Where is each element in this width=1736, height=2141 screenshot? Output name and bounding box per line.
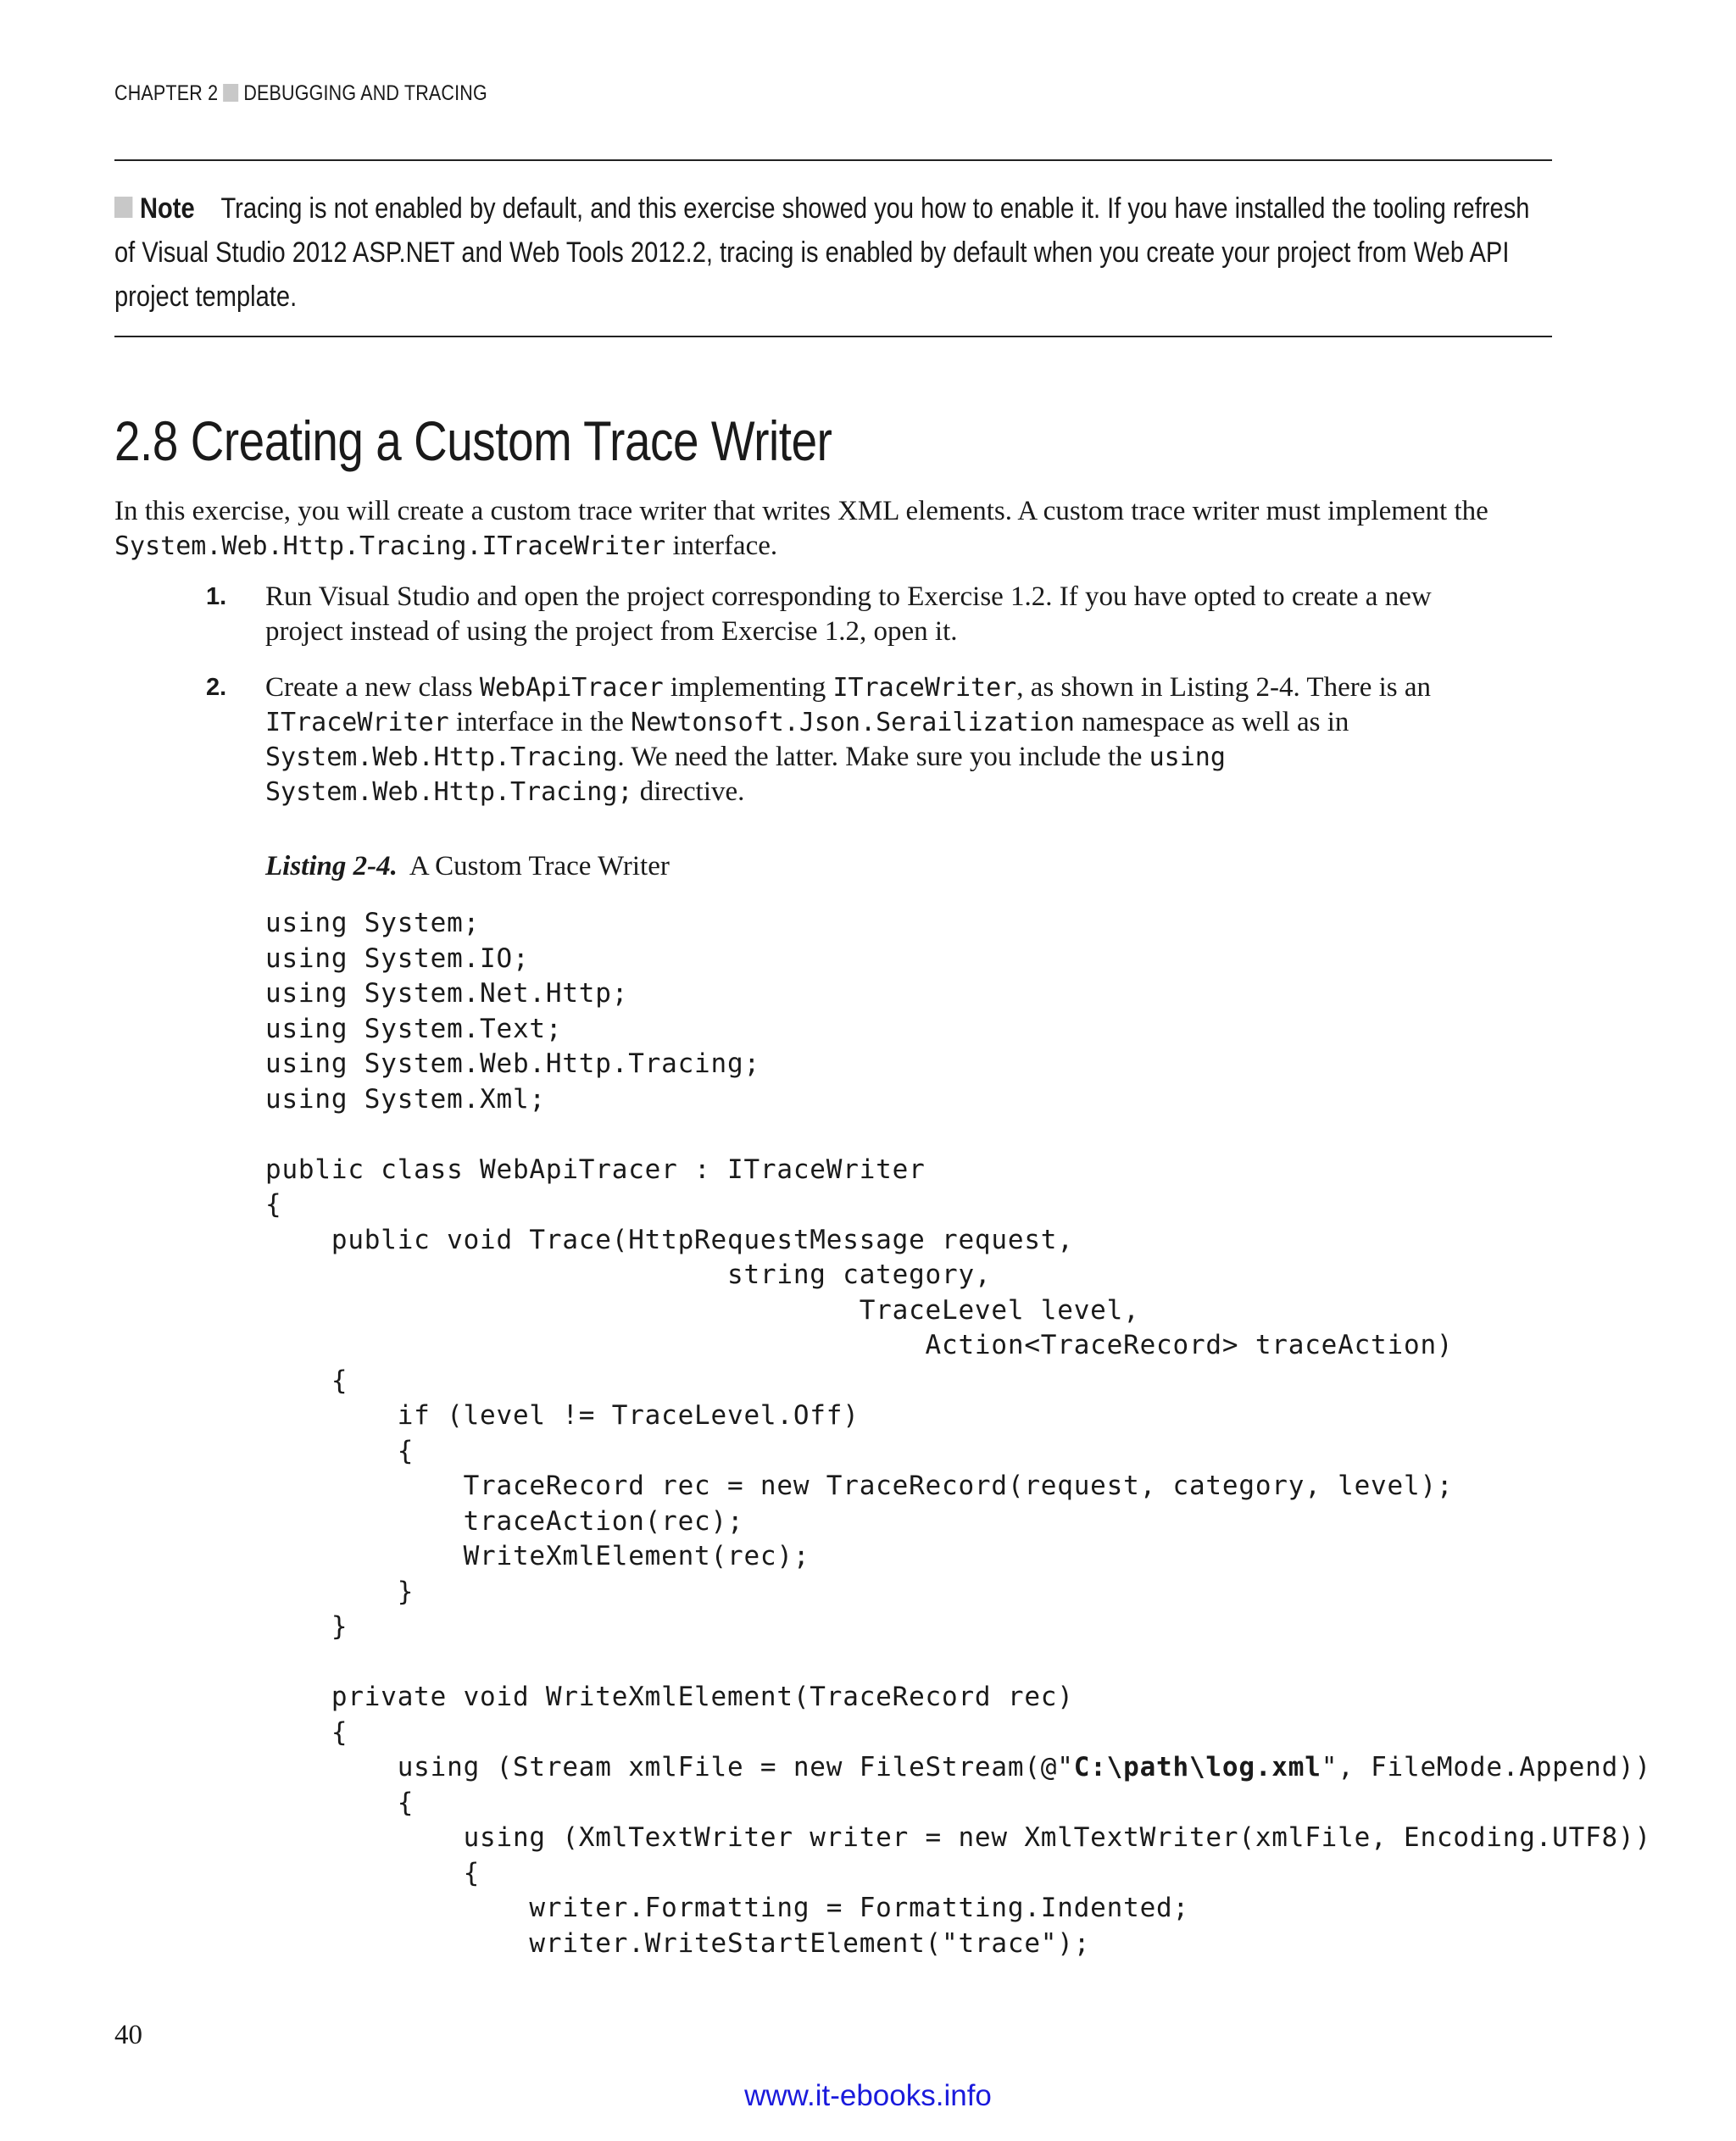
code-line: { bbox=[265, 1189, 282, 1220]
code-line: if (level != TraceLevel.Off) bbox=[265, 1400, 860, 1431]
step-2-segment: directive. bbox=[632, 776, 745, 807]
section-heading: 2.8 Creating a Custom Trace Writer bbox=[114, 409, 832, 472]
code-line: private void WriteXmlElement(TraceRecord rec) bbox=[265, 1682, 1074, 1712]
square-bullet-icon bbox=[223, 84, 238, 102]
code-line bbox=[265, 1645, 1651, 1681]
inline-code: Newtonsoft.Json.Serailization bbox=[631, 708, 1075, 737]
code-line: using System.IO; bbox=[265, 943, 530, 974]
listing-caption bbox=[265, 851, 670, 882]
step-2-segment: namespace as well as in bbox=[1074, 707, 1349, 737]
chapter-number: CHAPTER 2 bbox=[114, 81, 219, 105]
intro-text-end: interface. bbox=[665, 531, 778, 561]
code-line bbox=[265, 1117, 1651, 1153]
code-line: using System.Web.Http.Tracing; bbox=[265, 1048, 760, 1079]
step-2-text bbox=[265, 670, 1452, 809]
code-line: } bbox=[265, 1611, 348, 1642]
code-line: TraceLevel level, bbox=[265, 1294, 1140, 1326]
footer-link[interactable]: www.it-ebooks.info bbox=[744, 2079, 992, 2112]
intro-text: In this exercise, you will create a custom trace writer that writes XML elements. A custom trace writer must implement the bbox=[114, 496, 1488, 526]
inline-code: System.Web.Http.Tracing bbox=[265, 742, 618, 772]
step-2-segment: , as shown in Listing 2-4. There is an bbox=[1016, 672, 1432, 703]
code-listing bbox=[265, 906, 1651, 1961]
note-label: Note bbox=[139, 192, 195, 225]
chapter-title: DEBUGGING AND TRACING bbox=[243, 81, 487, 105]
square-bullet-icon bbox=[114, 197, 132, 218]
listing-title: A Custom Trace Writer bbox=[409, 851, 670, 881]
code-line: using System.Net.Http; bbox=[265, 978, 629, 1009]
code-segment: ", FileMode.Append)) bbox=[1321, 1752, 1651, 1782]
listing-label: Listing 2-4. bbox=[265, 851, 398, 881]
note-bottom-rule bbox=[114, 336, 1552, 337]
code-line: { bbox=[265, 1435, 415, 1466]
inline-code: ITraceWriter bbox=[832, 673, 1017, 703]
note-top-rule bbox=[114, 159, 1552, 161]
inline-code: using System.Web.Http.Tracing; bbox=[265, 742, 1226, 807]
code-line: } bbox=[265, 1576, 415, 1607]
code-line: string category, bbox=[265, 1260, 992, 1290]
code-line: using (XmlTextWriter writer = new XmlTextWriter(xmlFile, Encoding.UTF8)) bbox=[265, 1822, 1651, 1853]
code-line: writer.WriteStartElement("trace"); bbox=[265, 1927, 1091, 1959]
code-line: public void Trace(HttpRequestMessage request, bbox=[265, 1224, 1074, 1255]
step-1-text: Run Visual Studio and open the project corresponding to Exercise 1.2. If you have opted to create a new project instead of using the project from Exercise 1.2, open it. bbox=[265, 581, 1432, 647]
step-2-segment: interface in the bbox=[448, 707, 632, 737]
code-segment: using (Stream xmlFile = new FileStream(@" bbox=[265, 1752, 1074, 1782]
code-line: traceAction(rec); bbox=[265, 1505, 744, 1537]
page-number: 40 bbox=[114, 2020, 142, 2050]
step-2-segment: Create a new class bbox=[265, 672, 480, 703]
code-line: WriteXmlElement(rec); bbox=[265, 1541, 810, 1571]
code-line: using System; bbox=[265, 908, 481, 938]
step-2-segment: . We need the latter. Make sure you include the bbox=[617, 742, 1149, 772]
code-line: { bbox=[265, 1716, 348, 1748]
note-text: Tracing is not enabled by default, and this exercise showed you how to enable it. If you have installed the tooling refresh of Visual Studio 2012 ASP.NET and Web Tools 2012.2, tracing is enabled by default when you create your project from Web API project template. bbox=[114, 192, 1530, 313]
running-header bbox=[114, 81, 487, 106]
inline-code: WebApiTracer bbox=[479, 673, 664, 703]
step-number: 2. bbox=[206, 674, 227, 701]
code-line: public class WebApiTracer : ITraceWriter bbox=[265, 1154, 926, 1185]
intro-paragraph bbox=[114, 494, 1572, 564]
code-line: { bbox=[265, 1787, 415, 1818]
code-line: using System.Xml; bbox=[265, 1083, 546, 1115]
code-line: TraceRecord rec = new TraceRecord(request, category, level); bbox=[265, 1471, 1454, 1501]
note-block bbox=[114, 186, 1551, 319]
code-line: Action<TraceRecord> traceAction) bbox=[265, 1330, 1454, 1360]
step-2-segment: implementing bbox=[663, 672, 833, 703]
step-number: 1. bbox=[206, 583, 227, 610]
inline-code: System.Web.Http.Tracing.ITraceWriter bbox=[114, 531, 666, 561]
code-line: using System.Text; bbox=[265, 1013, 563, 1044]
code-path-bold: C:\path\log.xml bbox=[1073, 1752, 1321, 1782]
inline-code: ITraceWriter bbox=[265, 708, 449, 737]
code-line: writer.Formatting = Formatting.Indented; bbox=[265, 1893, 1189, 1923]
code-line: { bbox=[265, 1365, 348, 1396]
code-line: { bbox=[265, 1857, 481, 1888]
code-line-filepath bbox=[265, 1750, 1651, 1786]
